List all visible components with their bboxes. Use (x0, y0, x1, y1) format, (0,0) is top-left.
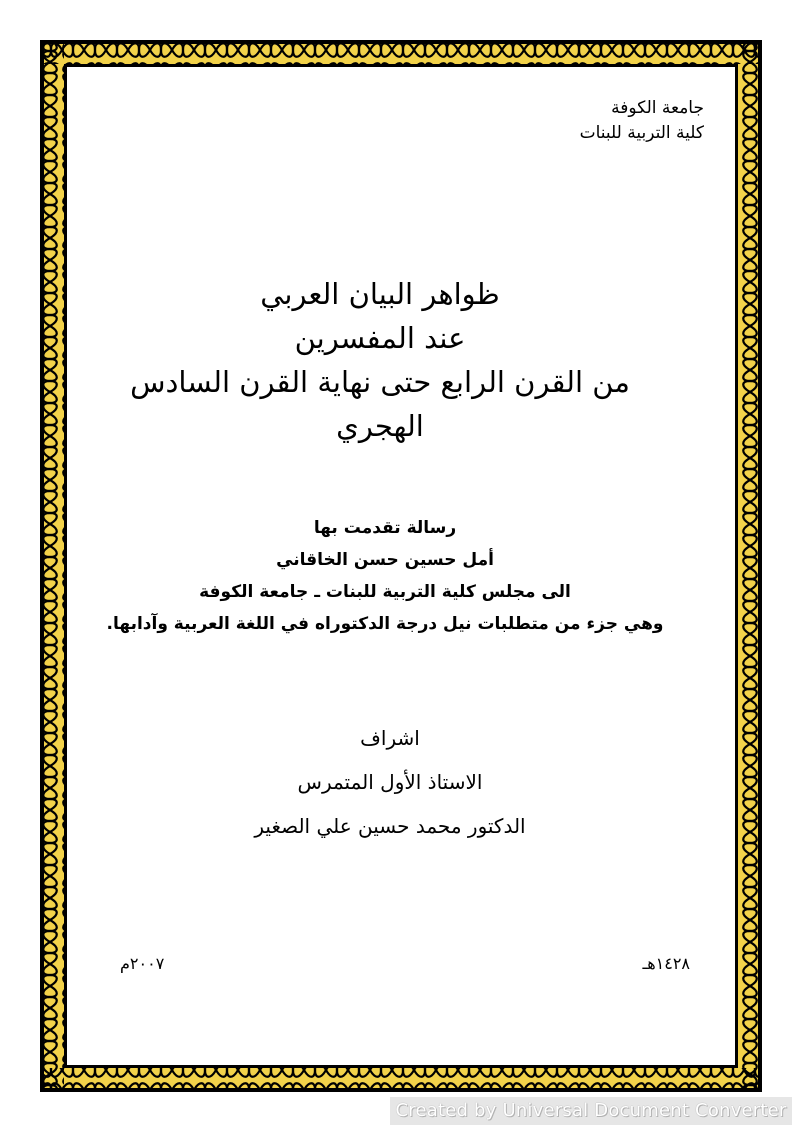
converter-watermark: Created by Universal Document Converter (390, 1097, 792, 1125)
institution-header (404, 96, 704, 146)
submission-line-3: الى مجلس كلية التربية للبنات ـ جامعة الكوفة (199, 582, 571, 602)
supervisor-name: الدكتور محمد حسين علي الصغير (254, 814, 526, 838)
date-gregorian: ٢٠٠٧م (120, 954, 165, 973)
date-hijri: ١٤٢٨هـ (642, 954, 690, 973)
supervisor-rank: الاستاذ الأول المتمرس (297, 770, 483, 794)
title-line-3: من القرن الرابع حتى نهاية القرن السادس (130, 365, 630, 399)
title-line-2: عند المفسرين (294, 321, 466, 355)
college-name: كلية التربية للبنات (579, 123, 704, 143)
title-line-1: ظواهر البيان العربي (260, 277, 500, 311)
submission-line-1: رسالة تقدمت بها (313, 518, 457, 538)
title-line-4: الهجري (336, 409, 424, 443)
supervision-block (150, 716, 630, 848)
submission-line-4: وهي جزء من متطلبات نيل درجة الدكتوراه في اللغة العربية وآدابها. (106, 614, 664, 634)
university-name: جامعة الكوفة (611, 98, 704, 118)
supervision-label: اشراف (360, 726, 420, 750)
author-name: أمل حسين حسن الخاقاني (276, 550, 494, 570)
thesis-title (110, 272, 650, 448)
submission-statement (80, 512, 690, 640)
